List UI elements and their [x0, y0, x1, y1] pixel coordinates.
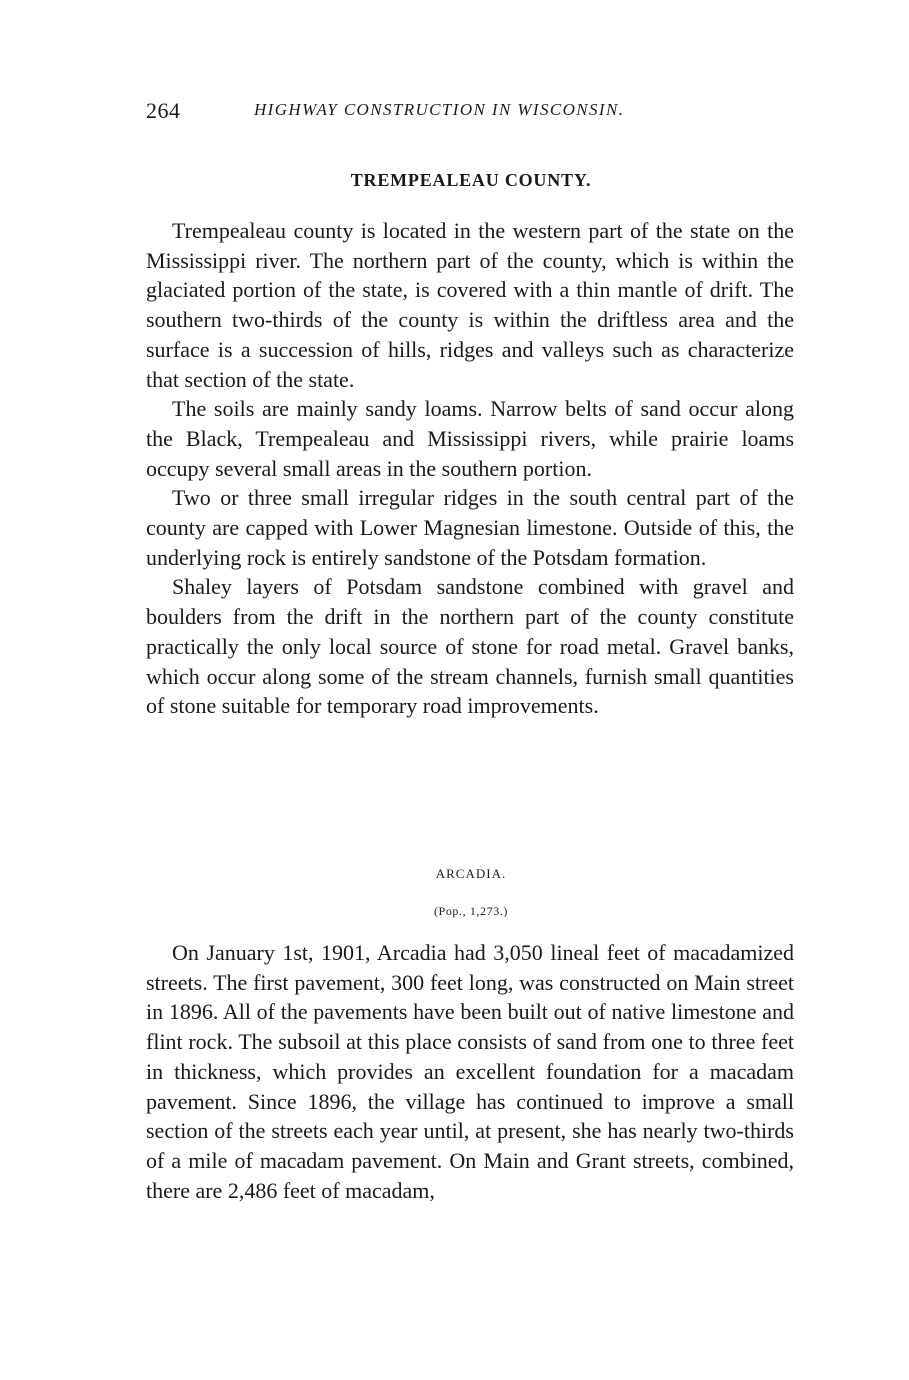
paragraph: The soils are mainly sandy loams. Narrow belts of sand occur along the Black, Trempealeau and Mississippi rivers, while prairie loams occupy several small areas in the southern portion. [146, 396, 794, 481]
paragraph: Shaley layers of Potsdam sandstone combined with gravel and boulders from the drift in the northern part of the county constitute practically the only local source of stone for road metal. Gravel banks, which occur along some of the stream channels, furnish small quantities of stone suitable for temporary road improvements. [146, 574, 794, 719]
population-note: (Pop., 1,273.) [433, 904, 509, 918]
subsection-title: ARCADIA. [435, 866, 507, 881]
page-number: 264 [146, 98, 181, 123]
paragraph: Two or three small irregular ridges in the south central part of the county are capped with Lower Magnesian limestone. Outside of this, the underlying rock is entirely sandstone of the Potsdam formation. [146, 485, 794, 570]
section-body [146, 216, 794, 721]
paragraph: Trempealeau county is located in the western part of the state on the Mississippi river. The northern part of the county, which is within the glaciated portion of the state, is covered with a thin mantle of drift. The southern two-thirds of the county is within the driftless area and the surface is a succession of hills, ridges and valleys such as characterize that section of the state. [146, 218, 794, 392]
running-title: HIGHWAY CONSTRUCTION IN WISCONSIN. [254, 100, 625, 119]
running-head [146, 98, 806, 128]
subsection-body [146, 938, 794, 1205]
paragraph: On January 1st, 1901, Arcadia had 3,050 lineal feet of macadamized streets. The first pavement, 300 feet long, was constructed on Main street in 1896. All of the pavements have been built out of native limestone and flint rock. The subsoil at this place consists of sand from one to three feet in thickness, which provides an excellent foundation for a macadam pavement. Since 1896, the village has continued to improve a small section of the streets each year until, at present, she has nearly two-thirds of a mile of macadam pavement. On Main and Grant streets, combined, there are 2,486 feet of macadam, [146, 940, 794, 1203]
section-title: TREMPEALEAU COUNTY. [350, 170, 592, 190]
